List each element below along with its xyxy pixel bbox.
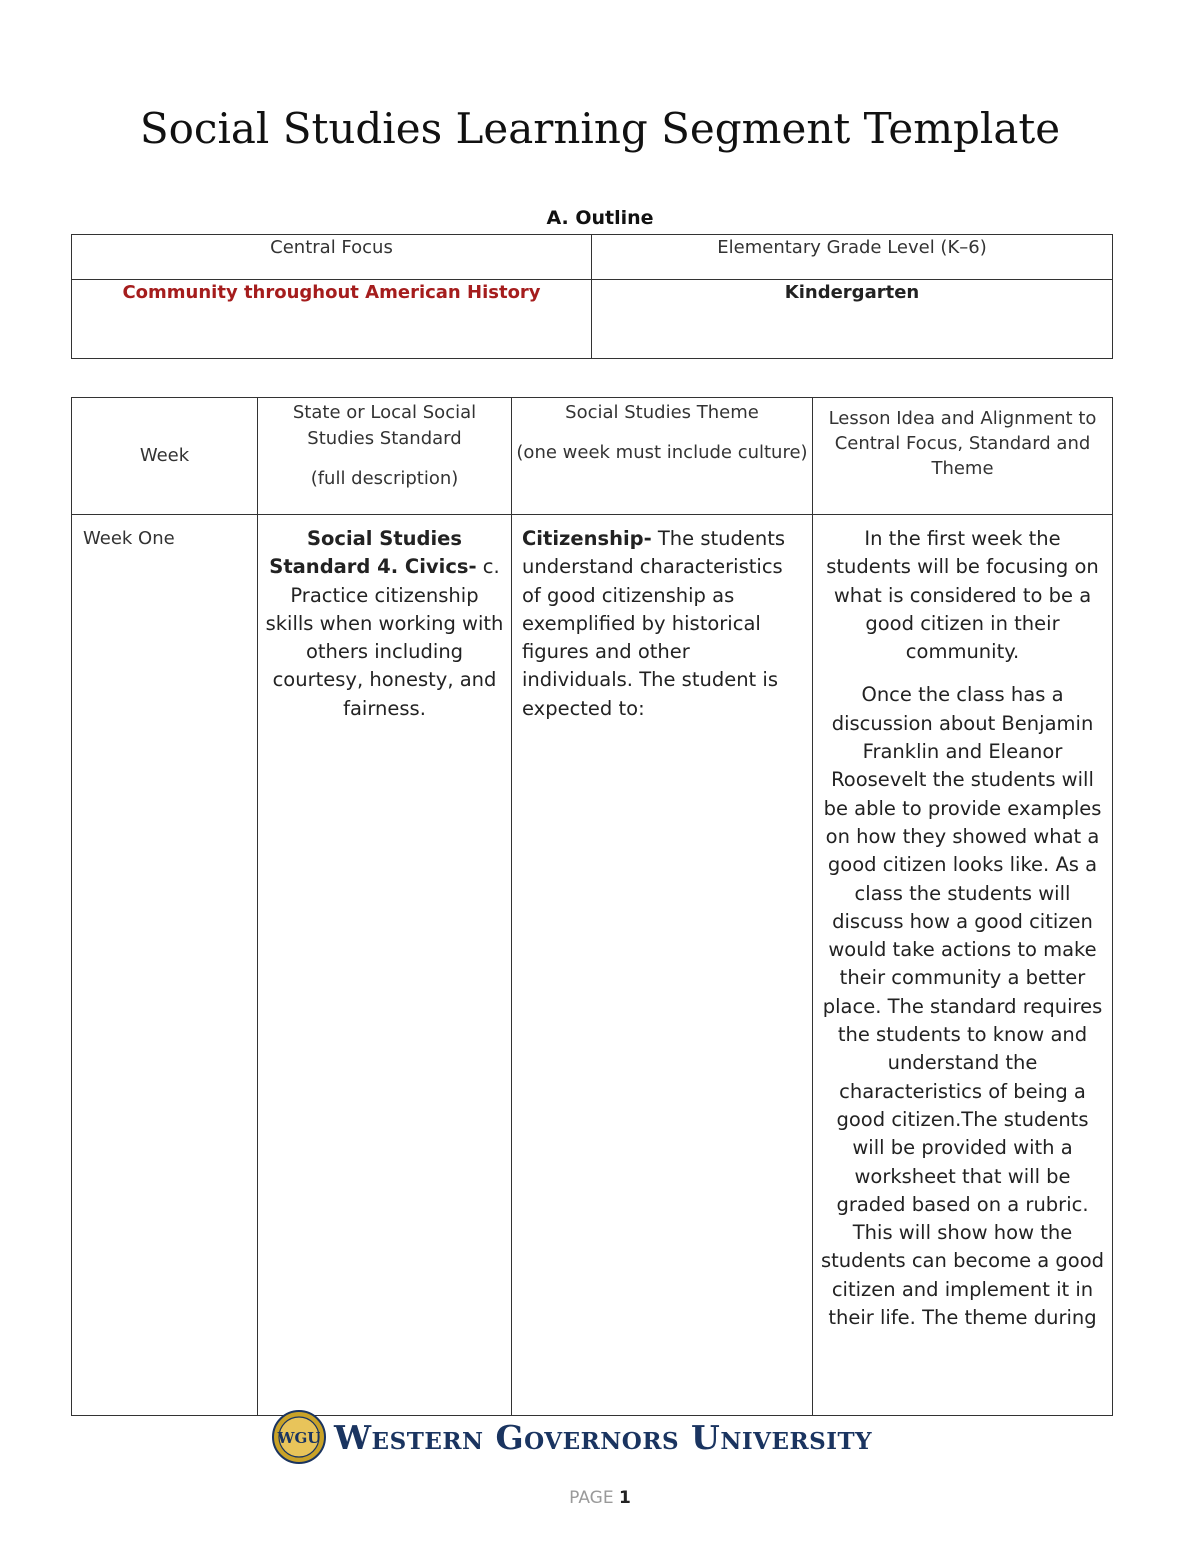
lesson-cell — [813, 515, 1113, 1416]
week-header — [72, 398, 258, 515]
wgu-logo — [272, 1410, 872, 1464]
lesson-paragraph: Once the class has a discussion about Benjamin Franklin and Eleanor Roosevelt the students will be able to provide examples on how they showed what a good citizen looks like. As a class the students will discuss how a good citizen would take actions to make their community a better place. The standard requires the students to know and understand the characteristics of being a good citizen.The students will be provided with a worksheet that will be graded based on a rubric. This will show how the students can become a good citizen and implement it in their life. The theme during — [820, 683, 1105, 1330]
week-header-label: Week — [139, 445, 190, 466]
standard-description: c. Practice citizenship skills when working with others including courtesy, honesty, and fairness. — [265, 555, 504, 720]
table-row — [72, 515, 1113, 1416]
theme-description: The students understand characteristics of good citizenship as exemplified by historical figures and other individuals. The student is expected to: — [522, 527, 786, 720]
central-focus-value: Community throughout American History — [72, 280, 592, 359]
standard-header-title: State or Local Social Studies Standard — [292, 402, 477, 449]
central-focus-header: Central Focus — [72, 235, 592, 280]
theme-title: Citizenship- — [522, 527, 652, 550]
page-footer — [0, 1488, 1200, 1508]
outline-value-row — [72, 280, 1113, 359]
standard-header — [258, 398, 512, 515]
outline-table — [71, 234, 1113, 359]
seal-letters: WGU — [277, 1429, 321, 1447]
learning-segment-table — [71, 397, 1113, 1416]
lesson-paragraph: In the first week the students will be focusing on what is considered to be a good citizen in their community. — [826, 527, 1099, 664]
segment-header-row — [72, 398, 1113, 515]
page-label: PAGE — [569, 1488, 614, 1508]
standard-header-note: (full description) — [310, 468, 459, 489]
page-number: 1 — [618, 1488, 631, 1508]
lesson-header: Lesson Idea and Alignment to Central Focus, Standard and Theme — [813, 398, 1113, 515]
wgu-seal-icon — [272, 1410, 326, 1464]
standard-cell — [258, 515, 512, 1416]
outline-header-row — [72, 235, 1113, 280]
university-name: Western Governors University — [334, 1417, 873, 1457]
grade-level-value: Kindergarten — [592, 280, 1113, 359]
week-cell: Week One — [72, 515, 258, 1416]
theme-header-title: Social Studies Theme — [565, 402, 759, 423]
document-title: Social Studies Learning Segment Template — [139, 104, 1061, 153]
standard-title: Social Studies Standard 4. Civics- — [269, 527, 477, 579]
theme-header-note: (one week must include culture) — [516, 442, 808, 463]
grade-level-header: Elementary Grade Level (K–6) — [592, 235, 1113, 280]
outline-heading: A. Outline — [546, 207, 654, 229]
theme-cell — [512, 515, 813, 1416]
theme-header — [512, 398, 813, 515]
